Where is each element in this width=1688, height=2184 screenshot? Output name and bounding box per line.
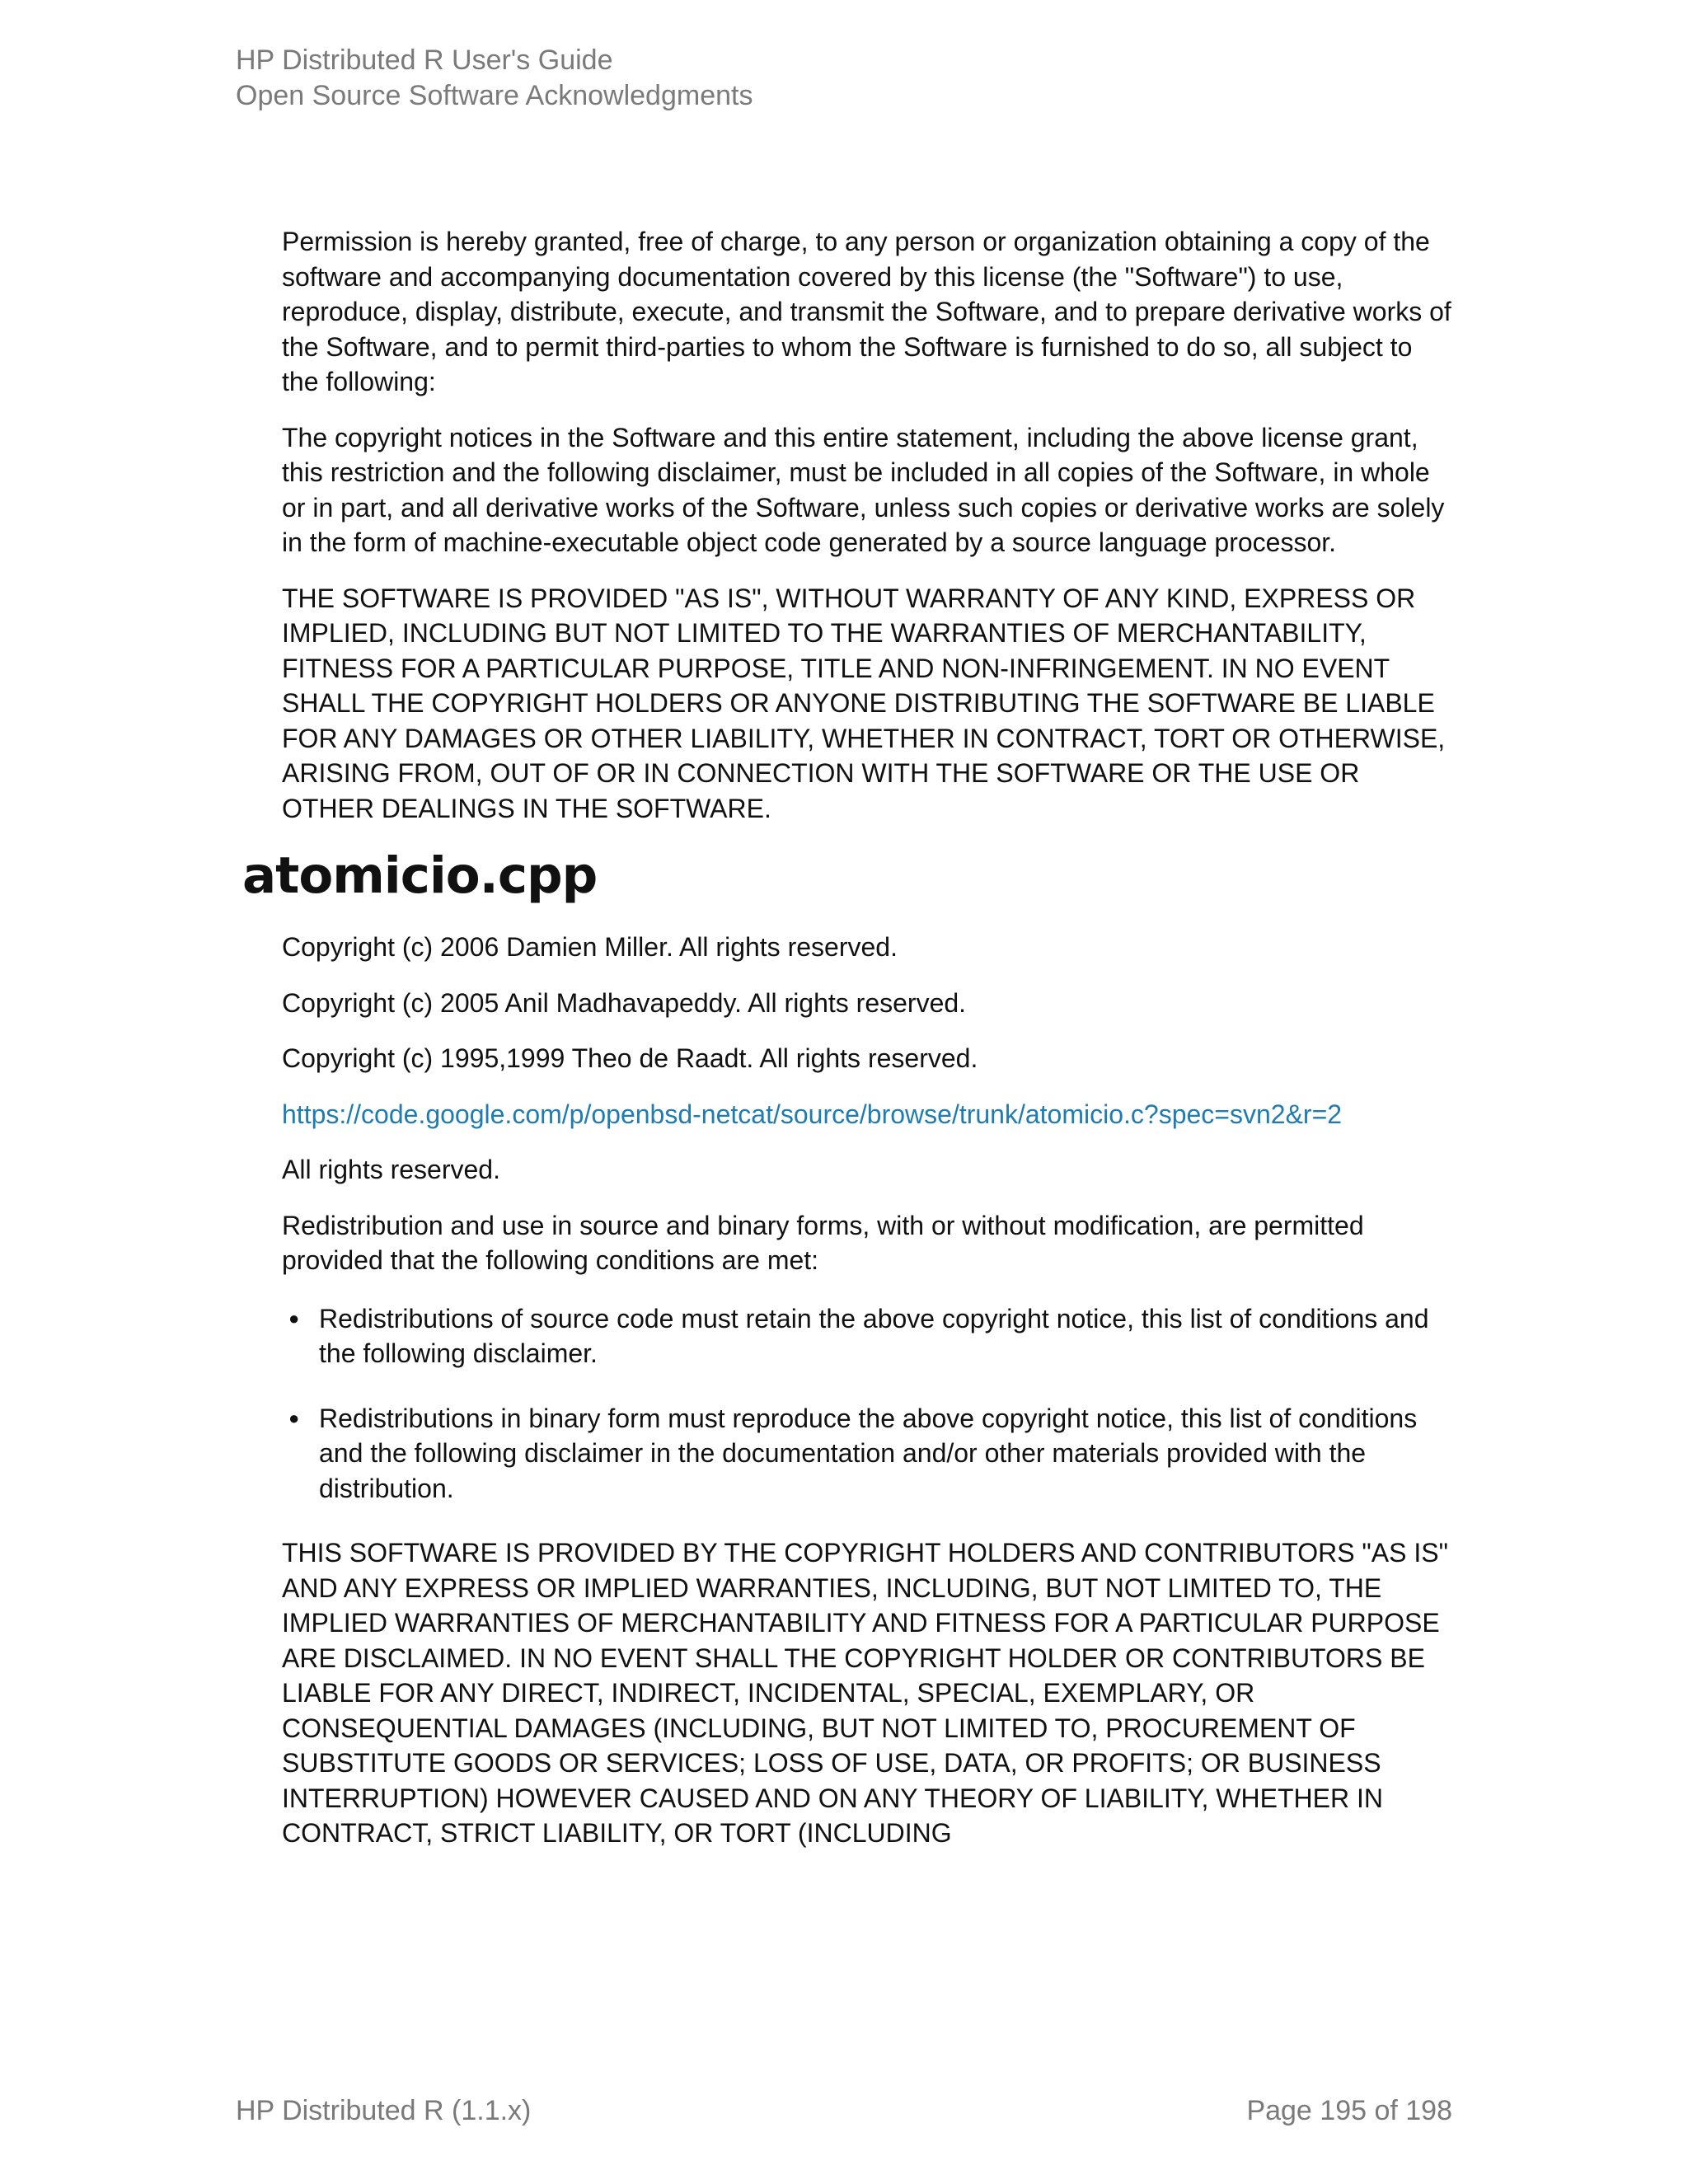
list-item: [282, 1401, 1452, 1507]
list-item: [282, 1301, 1452, 1371]
chapter-title: Open Source Software Acknowledgments: [236, 80, 753, 111]
all-rights-line: All rights reserved.: [282, 1155, 500, 1184]
section-heading: atomicio.cpp: [242, 846, 598, 905]
copyright-line: Copyright (c) 2005 Anil Madhavapeddy. All rights reserved.: [282, 987, 967, 1018]
bullet-icon: ●: [288, 1307, 300, 1329]
condition-text: Redistributions in binary form must reproduce the above copyright notice, this list of conditions and the following disclaimer in the documentation and/or other materials provided with the distribution.: [319, 1403, 1418, 1503]
conditions-list: [282, 1301, 1452, 1507]
disclaimer-paragraph: THIS SOFTWARE IS PROVIDED BY THE COPYRIGHT HOLDERS AND CONTRIBUTORS "AS IS" AND ANY EXPRESS OR IMPLIED WARRANTIES, INCLUDING, BUT NOT LIMITED TO, THE IMPLIED WARRANTIES OF MERCHANTABILITY AND FITNESS FOR A PARTICULAR PURPOSE ARE DISCLAIMED. IN NO EVENT SHALL THE COPYRIGHT HOLDER OR CONTRIBUTORS BE LIABLE FOR ANY DIRECT, INDIRECT, INCIDENTAL, SPECIAL, EXEMPLARY, OR CONSEQUENTIAL DAMAGES (INCLUDING, BUT NOT LIMITED TO, PROCUREMENT OF SUBSTITUTE GOODS OR SERVICES; LOSS OF USE, DATA, OR PROFITS; OR BUSINESS INTERRUPTION) HOWEVER CAUSED AND ON ANY THEORY OF LIABILITY, WHETHER IN CONTRACT, STRICT LIABILITY, OR TORT (INCLUDING: [282, 1538, 1448, 1848]
copyright-line: Copyright (c) 1995,1999 Theo de Raadt. All rights reserved.: [282, 1043, 978, 1073]
running-header: [236, 43, 753, 114]
bullet-icon: ●: [288, 1407, 300, 1428]
permission-paragraph: Permission is hereby granted, free of charge, to any person or organization obtaining a copy of the software and accompanying documentation covered by this license (the "Software") to use, reproduce, display, distribute, execute, and transmit the Software, and to prepare derivative works of the Software, and to permit third-parties to whom the Software is furnished to do so, all subject to the following:: [282, 227, 1451, 396]
page-number: Page 195 of 198: [1246, 2095, 1452, 2126]
page-content: [242, 224, 1452, 1872]
page-footer: [236, 2093, 1452, 2128]
copyright-line: Copyright (c) 2006 Damien Miller. All rights reserved.: [282, 932, 898, 962]
footer-product: HP Distributed R (1.1.x): [236, 2095, 532, 2126]
document-title: HP Distributed R User's Guide: [236, 45, 613, 76]
warranty-paragraph: THE SOFTWARE IS PROVIDED "AS IS", WITHOUT WARRANTY OF ANY KIND, EXPRESS OR IMPLIED, INCLUDING BUT NOT LIMITED TO THE WARRANTIES OF MERCHANTABILITY, FITNESS FOR A PARTICULAR PURPOSE, TITLE AND NON-INFRINGEMENT. IN NO EVENT SHALL THE COPYRIGHT HOLDERS OR ANYONE DISTRIBUTING THE SOFTWARE BE LIABLE FOR ANY DAMAGES OR OTHER LIABILITY, WHETHER IN CONTRACT, TORT OR OTHERWISE, ARISING FROM, OUT OF OR IN CONNECTION WITH THE SOFTWARE OR THE USE OR OTHER DEALINGS IN THE SOFTWARE.: [282, 583, 1446, 823]
redistribution-intro: Redistribution and use in source and binary forms, with or without modification, are permitted provided that the following conditions are met:: [282, 1210, 1364, 1275]
notice-paragraph: The copyright notices in the Software and this entire statement, including the above license grant, this restriction and the following disclaimer, must be included in all copies of the Software, in whole or in part, and all derivative works of the Software, unless such copies or derivative works are solely in the form of machine-executable object code generated by a source language processor.: [282, 422, 1445, 557]
condition-text: Redistributions of source code must retain the above copyright notice, this list of conditions and the following disclaimer.: [319, 1303, 1429, 1368]
source-link-paragraph: [282, 1097, 1452, 1132]
source-link[interactable]: https://code.google.com/p/openbsd-netcat/source/browse/trunk/atomicio.c?spec=svn2&r=2: [282, 1099, 1343, 1129]
